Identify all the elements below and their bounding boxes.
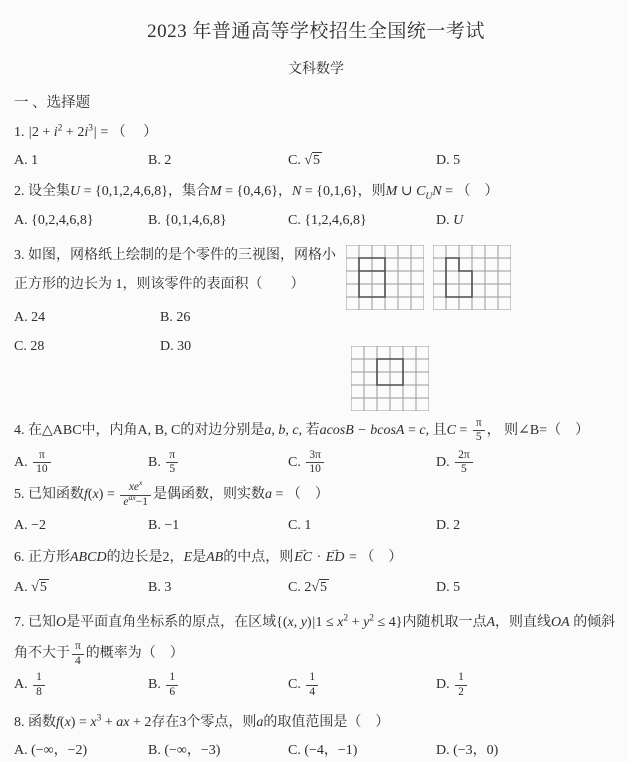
option-a: A. √5: [14, 580, 47, 596]
option-d: D. 2: [436, 518, 461, 534]
question-6: [14, 545, 618, 599]
option-a: A. (−∞，−2): [14, 742, 88, 758]
option-d: D. 5: [436, 580, 461, 596]
front-view-grid: [346, 245, 424, 310]
question-5-stem: 5. 已知函数f(x) = $\frac{xe^x}{e^{ax}-1}$ 是偶函数，则实数a = （ ）: [14, 478, 329, 508]
option-a: A. −2: [14, 518, 47, 534]
option-a: A. 1: [14, 153, 39, 168]
question-6-stem: 6. 正方形ABCD的边长是2，E是AB的中点，则→ EC · → ED = （ ）: [14, 545, 618, 571]
question-3-options: [14, 303, 346, 361]
page-subtitle: 文科数学: [288, 62, 344, 77]
question-8-options: [14, 740, 618, 762]
question-2-stem: 2. 设全集U = {0,1,2,4,6,8}，集合M = {0,4,6}，N = {0,1,6}，则M ∪ $C_UN$ = （ ）: [14, 184, 499, 202]
option-b: B. $\frac{1}{6}$: [148, 671, 288, 698]
option-c: C. $\frac{3\pi}{10}$: [288, 449, 436, 476]
option-b: B. $\frac{\pi}{5}$: [148, 449, 288, 476]
option-c: C. √5: [288, 153, 321, 168]
option-c: C. $\frac{1}{4}$: [288, 671, 436, 698]
option-b: B. −1: [148, 518, 180, 534]
question-7-stem: 7. 已知O是平面直角坐标系的原点，在区域{(x, $y)|1 \le x^2 + y^2 \le 4$}内随机取一点A，则直线OA 的倾斜角不大于 $\frac{\pi}{4}$ 的概率为（ ）: [14, 613, 616, 667]
question-8: [14, 711, 618, 762]
option-d: D. (−3，0): [436, 742, 499, 758]
question-7: [14, 607, 618, 698]
option-a: A. $\frac{\pi}{10}$: [14, 449, 148, 476]
option-b: B. 2: [148, 153, 172, 168]
option-a: A. 24: [14, 310, 46, 325]
option-d: D. U: [436, 213, 464, 228]
page-title: 2023 年普通高等学校招生全国统一考试: [147, 21, 485, 42]
question-4: [14, 415, 618, 476]
option-a: A. $\frac{1}{8}$: [14, 671, 148, 698]
option-b: B. (−∞，−3): [148, 742, 221, 758]
question-4-stem: 4. 在△ABC中，内角A, B, C的对边分别是a, b, c, 若acosB − bcosA = c, 且C = $\frac{\pi}{5}$ ， 则∠B=（ ）: [14, 417, 590, 444]
option-a: A. {0,2,4,6,8}: [14, 213, 94, 228]
option-d: D. 5: [436, 153, 461, 168]
question-8-stem: 8. 函数$f(x) = x^3$ + ax + 2存在3个零点，则a的取值范围是（ ）: [14, 713, 390, 730]
option-c: C. 2√5: [288, 580, 328, 596]
three-view-figure: [346, 241, 618, 411]
question-3-stem: 3. 如图，网格纸上绘制的是个零件的三视图，网格小正方形的边长为 1，则该零件的表面积（ ）: [14, 248, 336, 292]
option-c: C. 1: [288, 518, 312, 534]
option-c: C. (−4，−1): [288, 742, 358, 758]
option-d: D. 30: [160, 339, 192, 354]
option-d: D. $\frac{1}{2}$: [436, 671, 618, 698]
question-3: [14, 241, 618, 411]
question-5-options: [14, 515, 618, 537]
question-7-options: [14, 671, 618, 698]
question-1: [14, 121, 618, 172]
option-b: B. {0,1,4,6,8}: [148, 213, 227, 228]
top-view-grid: [351, 346, 429, 411]
option-c: C. 28: [14, 339, 45, 354]
option-b: B. 26: [160, 310, 191, 325]
question-2: [14, 180, 618, 232]
question-6-options: [14, 577, 618, 599]
option-b: B. 3: [148, 580, 172, 596]
question-2-options: [14, 210, 618, 232]
question-4-options: [14, 449, 618, 476]
question-1-options: [14, 150, 618, 172]
question-1-stem: 1. $|2 + i^2 + 2i^3|$ = （ ）: [14, 123, 158, 140]
question-5: [14, 478, 618, 537]
option-c: C. {1,2,4,6,8}: [288, 213, 367, 228]
section-heading: 一 、选择题: [14, 95, 91, 111]
option-d: D. $\frac{2\pi}{5}$: [436, 449, 618, 476]
side-view-grid: [433, 245, 511, 310]
